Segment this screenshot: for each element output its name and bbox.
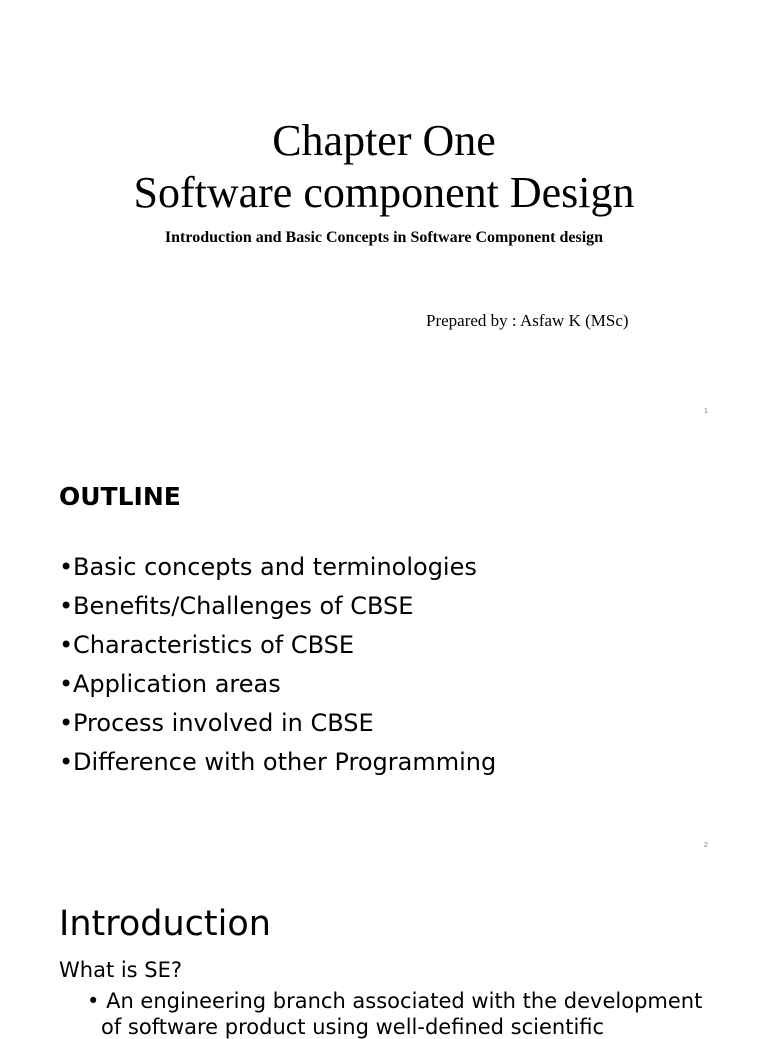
slide-number: 1 bbox=[704, 408, 708, 415]
list-item-text: Benefits/Challenges of CBSE bbox=[73, 592, 414, 620]
chapter-title: Chapter One bbox=[272, 116, 496, 165]
introduction-slide bbox=[0, 868, 768, 1039]
bullet-icon: • bbox=[59, 592, 74, 620]
course-title: Software component Design bbox=[133, 168, 635, 217]
bullet-icon: • bbox=[59, 709, 74, 737]
bullet-icon: • bbox=[59, 748, 74, 776]
bullet-icon: • bbox=[59, 631, 74, 659]
bullet-icon: • bbox=[59, 670, 74, 698]
list-item bbox=[59, 627, 496, 666]
list-item-text: Process involved in CBSE bbox=[73, 709, 374, 737]
list-item bbox=[59, 666, 496, 705]
list-item bbox=[59, 549, 496, 588]
slide-subtitle: Introduction and Basic Concepts in Software Component design bbox=[164, 229, 604, 246]
list-item bbox=[59, 705, 496, 744]
list-item bbox=[87, 989, 702, 1013]
outline-slide bbox=[0, 434, 768, 868]
introduction-heading: Introduction bbox=[59, 904, 271, 944]
list-item-text: Characteristics of CBSE bbox=[73, 631, 355, 659]
intro-question: What is SE? bbox=[59, 958, 183, 982]
title-slide bbox=[0, 0, 768, 434]
list-item bbox=[59, 744, 496, 783]
list-item-text: Application areas bbox=[73, 670, 281, 698]
outline-list bbox=[59, 549, 496, 783]
list-item-text: Basic concepts and terminologies bbox=[73, 553, 477, 581]
bullet-icon: • bbox=[59, 553, 74, 581]
list-item bbox=[59, 588, 496, 627]
author-credit: Prepared by : Asfaw K (MSc) bbox=[426, 311, 629, 330]
list-item-text: Difference with other Programming bbox=[73, 748, 497, 776]
list-item-continuation: of software product using well-defined scientific bbox=[101, 1015, 605, 1039]
outline-heading: OUTLINE bbox=[59, 482, 181, 511]
list-item-text: An engineering branch associated with the development bbox=[106, 989, 703, 1013]
bullet-icon: • bbox=[87, 989, 100, 1013]
slide-number: 2 bbox=[704, 842, 708, 849]
